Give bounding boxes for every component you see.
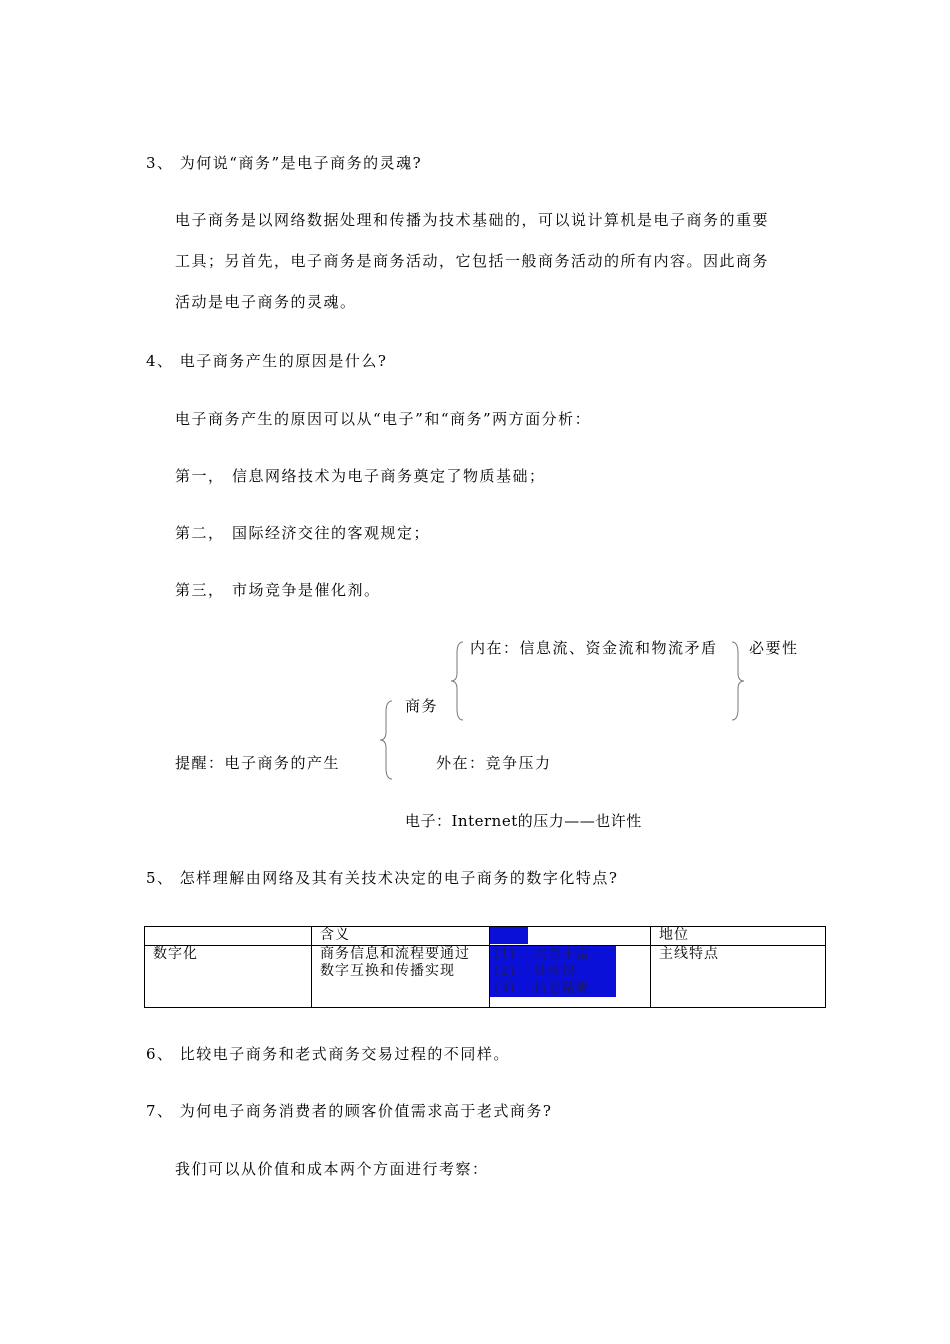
table-header-row bbox=[145, 927, 826, 946]
feature-item bbox=[490, 963, 616, 980]
feature-text: 内容丰富 bbox=[534, 947, 591, 962]
brace-left-outer bbox=[378, 700, 394, 780]
diagram-root: 提醒：电子商务的产生 bbox=[175, 754, 341, 772]
diagram-internal: 内在：信息流、资金流和物流矛盾 bbox=[470, 639, 718, 657]
diagram-external: 外在：竞争压力 bbox=[436, 754, 552, 772]
q3-answer-line-2: 工具；另首先，电子商务是商务活动，它包括一般商务活动的所有内容。因此商务 bbox=[175, 252, 770, 270]
q3-answer-line-1: 电子商务是以网络数据处理和传播为技术基础的，可以说计算机是电子商务的重要 bbox=[175, 211, 770, 229]
diagram-commerce: 商务 bbox=[405, 697, 439, 715]
q4-point-3-text: 市场竞争是催化剂。 bbox=[232, 581, 381, 599]
q6-title: 6、 比较电子商务和老式商务交易过程的不同样。 bbox=[146, 1045, 510, 1063]
diagram-electronic: 电子：Internet的压力——也许性 bbox=[405, 812, 642, 830]
q4-intro: 电子商务产生的原因可以从“电子”和“商务”两方面分析： bbox=[175, 410, 592, 428]
brace-right-inner bbox=[730, 641, 746, 721]
q4-point-2-label: 第二， bbox=[175, 524, 225, 542]
table-features-cell bbox=[490, 946, 651, 1008]
table-position: 主线特点 bbox=[651, 946, 826, 1008]
feature-item bbox=[490, 946, 616, 963]
q4-point-2-text: 国际经济交往的客观规定； bbox=[232, 524, 431, 542]
feature-item bbox=[490, 980, 616, 997]
q4-point-1-text: 信息网络技术为电子商务奠定了物质基础； bbox=[232, 467, 546, 485]
q3-title: 3、 为何说“商务”是电子商务的灵魂? bbox=[146, 154, 423, 172]
table-header-empty bbox=[145, 927, 312, 946]
q4-point-3-label: 第三， bbox=[175, 581, 225, 599]
diagram-necessity: 必要性 bbox=[749, 639, 799, 657]
q7-title: 7、 为何电子商务消费者的顾客价值需求高于老式商务? bbox=[146, 1102, 553, 1120]
q4-point-1-label: 第一， bbox=[175, 467, 225, 485]
table-header-features bbox=[490, 927, 651, 946]
brace-left-inner bbox=[449, 641, 465, 721]
feature-number: (1) bbox=[494, 947, 516, 962]
feature-text: 速度快 bbox=[534, 964, 577, 979]
table-header-meaning: 含义 bbox=[312, 927, 490, 946]
feature-number: (2) bbox=[494, 964, 516, 979]
feature-number: (3) bbox=[494, 981, 516, 996]
q7-intro: 我们可以从价值和成本两个方面进行考察： bbox=[175, 1160, 489, 1178]
q3-answer-line-3: 活动是电子商务的灵魂。 bbox=[175, 293, 357, 311]
q4-title: 4、 电子商务产生的原因是什么? bbox=[146, 352, 388, 370]
feature-text: 信息精确 bbox=[534, 981, 591, 996]
table-header-position: 地位 bbox=[651, 927, 826, 946]
table-row-label: 数字化 bbox=[145, 946, 312, 1008]
table-meaning-cell bbox=[312, 946, 490, 1008]
digitization-table bbox=[144, 926, 826, 1008]
table-header-features-label: 特点 bbox=[490, 927, 528, 944]
table-row bbox=[145, 946, 826, 1008]
q5-title: 5、 怎样理解由网络及其有关技术决定的电子商务的数字化特点? bbox=[146, 869, 619, 887]
table-meaning: 商务信息和流程要通过数字互换和传播实现 bbox=[320, 946, 470, 979]
